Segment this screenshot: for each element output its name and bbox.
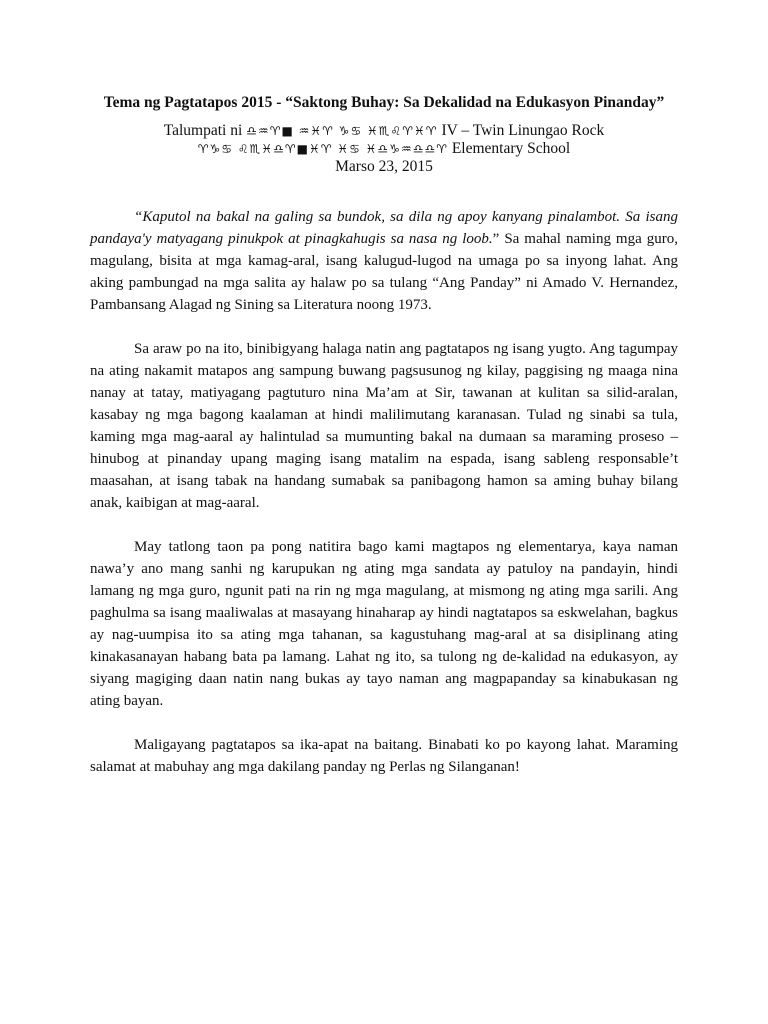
paragraph-2: Sa araw po na ito, binibigyang halaga natin ang pagtatapos ng isang yugto. Ang tagumpay na ating nakamit matapos ang sampung buwang pagsusunog ng kilay, paggising ng maaga nina nanay at tatay, matiyagang pagtuturo nina Ma’am at Sir, tawanan at kulitan sa silid-aralan, kasabay ng mga bagong kaalaman at hindi malilimutang karanasan. Tulad ng sinabi sa tula, kaming mga mag-aaral ay halintulad sa mumunting bakal na dumaan sa maraming proseso – hinubog at pinanday upang maging isang matalim na espada, isang sableng responsable’t maasahan, at isang tabak na handang sumabak sa panibagong hamon sa aming buhay bilang anak, kaibigan at mag-aaral. (90, 341, 678, 511)
opening-quote: “Kaputol na bakal na galing sa bundok, sa dila ng apoy kanyang pinalambot. Sa isang pandaya'y matyagang pinukpok at pinagkahugis sa nasa ng loob. (90, 209, 678, 247)
speech-body (90, 206, 678, 800)
speaker-name-glyphs: ♎♒♈■ ♒♓♈ ♑♋ ♓♏♌♈♓♈ (246, 124, 438, 138)
school-suffix: Elementary School (451, 140, 571, 157)
paragraph-4: Maligayang pagtatapos sa ika-apat na baitang. Binabati ko po kayong lahat. Maraming salamat at mabuhay ang mga dakilang panday ng Perlas ng Silanganan! (90, 737, 678, 775)
speaker-line (0, 122, 768, 140)
speech-prefix: Talumpati ni (163, 122, 243, 139)
paragraph-1 (90, 206, 678, 316)
speech-header (0, 122, 768, 176)
paragraph-3: May tatlong taon pa pong natitira bago kami magtapos ng elementarya, kaya naman nawa’y ano mang sanhi ng karupukan ng ating mga sandata ay patuloy na pandayin, hindi lamang ng mga guro, ngunit pati na rin ng mga magulang, at mismong ng ating mga sarili. Ang paghulma sa isang maaliwalas at masayang hinaharap ay hindi nagtatapos sa eskwelahan, bagkus ay nag-uumpisa ito sa ating mga tahanan, sa kagustuhang mag-aral at sa disiplinang ating kinakasanayan habang bata pa lamang. Lahat ng ito, sa tulong ng de-kalidad na edukasyon, ay siyang magiging daan natin nang bukas ay tayo naman ang magpapanday sa kinabukasan ng ating bayan. (90, 539, 678, 709)
school-name-glyphs: ♈♑♋ ♌♏♓♎♈■♓♈ ♓♋ ♓♎♑♒♎♎♈ (197, 142, 448, 156)
paragraph-1-rest: ” Sa mahal naming mga guro, magulang, bisita at mga kamag-aral, isang kalugud-lugod na umaga po sa inyong lahat. Ang aking pambungad na mga salita ay halaw po sa tulang “Ang Panday” ni Amado V. Hernandez, Pambansang Alagad ng Sining sa Literatura noong 1973. (90, 231, 678, 313)
speech-date: Marso 23, 2015 (335, 158, 433, 175)
school-line (0, 140, 768, 158)
speech-suffix: IV – Twin Linungao Rock (441, 122, 605, 139)
document-title: Tema ng Pagtatapos 2015 - “Saktong Buhay: Sa Dekalidad na Edukasyon Pinanday” (103, 94, 665, 111)
